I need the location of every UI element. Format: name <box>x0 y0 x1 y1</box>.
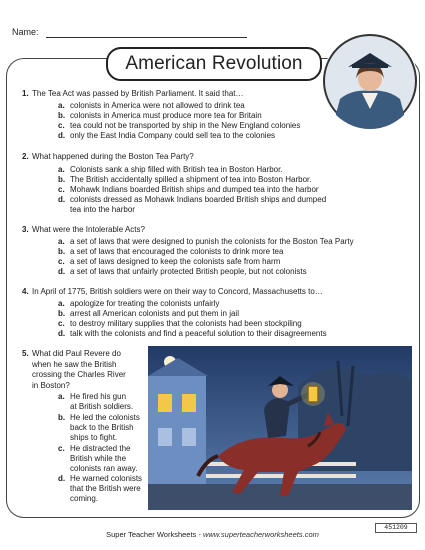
footer <box>0 530 425 539</box>
midnight-ride-illustration <box>148 346 412 510</box>
question-text: What were the Intolerable Acts? <box>32 225 145 234</box>
name-line[interactable] <box>46 37 247 38</box>
question-text: The Tea Act was passed by British Parliament. It said that… <box>32 89 244 98</box>
question-number: 5. <box>22 349 29 358</box>
question-text: What happened during the Boston Tea Party? <box>32 152 194 161</box>
footer-brand: Super Teacher Worksheets - <box>106 530 203 539</box>
page-title: American Revolution <box>125 53 303 74</box>
option-2d-continued: tea into the harbor <box>70 205 135 214</box>
question-number: 1. <box>22 89 29 98</box>
footer-url[interactable]: www.superteacherworksheets.com <box>202 530 319 539</box>
question-text-line: crossing the Charles River <box>32 370 126 380</box>
question-number: 4. <box>22 287 29 296</box>
question-number: 3. <box>22 225 29 234</box>
title-banner <box>106 47 322 81</box>
question-text-line: What did Paul Revere do <box>32 349 121 358</box>
question-text-line: when he saw the British <box>32 359 117 369</box>
name-label: Name: <box>12 27 39 37</box>
question-text-line: in Boston? <box>32 380 70 390</box>
worksheet-code: 451209 <box>375 523 417 533</box>
question-text: In April of 1775, British soldiers were on their way to Concord, Massachusetts to… <box>32 287 323 296</box>
question-number: 2. <box>22 152 29 161</box>
colonial-portrait-image <box>322 33 418 129</box>
